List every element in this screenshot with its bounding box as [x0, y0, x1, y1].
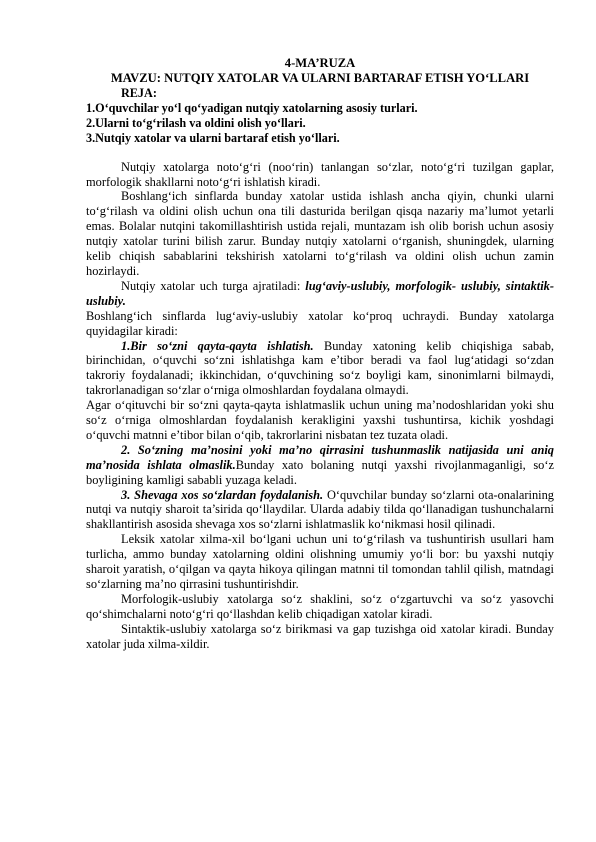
lecture-number: 4-MA’RUZA [284, 56, 356, 70]
repetition-text: Bunday xatoning kelib chiqishiga sabab, birinchidan, o‘quvchi so‘zni ishlatishga kam e’tibor beradi va faol lug‘atidagi so‘zdan takroriy foydalanadi; ikkinchidan, o‘quvchining so‘z boyligi kam, sinonimlarni bilmaydi, takrorlanadigan so‘zlar o‘rniga olmoshlardan foydalana olmaydi. [86, 338, 554, 398]
paragraph-syntactic: Sintaktik-uslubiy xatolarga so‘z birikmasi va gap tuzishga oid xatolar kiradi. Bunday xatolar juda xilma-xildir. [86, 621, 554, 651]
plan-item-2: 2.Ularni to‘g‘rilash va oldini olish yo‘llari. [86, 115, 306, 130]
paragraph-repetition [86, 339, 554, 399]
meaning-text: Bunday xato bolaning nutqi yaxshi rivojlanmaganligi, so‘z boyligining kamligi sababli yuzaga keladi. [86, 457, 554, 487]
dialect-text: O‘quvchilar bunday so‘zlarni ota-onalarining nutqi va nutqiy sharoit ta’sirida qo‘llaydilar. Ularda adabiy tilda qo‘llanadigan tushunchalarni shakllantirish asosida shevaga xos so‘zlarni ishlatmaslik ko‘nikmasi hosil qilinadi. [86, 487, 554, 532]
paragraph-difficulty: Boshlang‘ich sinflarda bunday xatolar ustida ishlash ancha qiyin, chunki ularni to‘g‘rilash va oldini olish uchun ona tili dasturida berilgan qisqa nazariy ma’lumot yetarli emas. Bolalar nutqini takomillashtirish ustida rejali, muntazam ish olib borish uchun asosiy nutqiy xatolar turini bilish zarur. Bunday nutqiy xatolarni o‘rganish, shuningdek, ularning kelib chiqish sabablarini tekshirish xatolarni to‘g‘rilash va oldini olish uchun zamin hozirlaydi. [86, 189, 554, 278]
lecture-topic: MAVZU: NUTQIY XATOLAR VA ULARNI BARTARAF ETISH YO‘LLARI [110, 71, 530, 85]
error-types-lead: Nutqiy xatolar uch turga ajratiladi: [121, 278, 306, 293]
error-types-list: lug‘aviy-uslubiy, morfologik- uslubiy, sintaktik-uslubiy. [86, 278, 554, 308]
plan-label: REJA: [121, 86, 157, 100]
spacer [86, 146, 554, 160]
plan-item-1: 1.O‘quvchilar yo‘l qo‘yadigan nutqiy xatolarning asosiy turlari. [86, 100, 418, 115]
meaning-heading: 2. So‘zning ma’nosini yoki ma’no qirrasini tushunmaslik natijasida uni aniq ma’nosida ishlata olmaslik. [86, 442, 554, 472]
paragraph-lexical-intro: Boshlang‘ich sinflarda lug‘aviy-uslubiy xatolar ko‘proq uchraydi. Bunday xatolarga quyidagilar kiradi: [86, 308, 554, 338]
paragraph-error-types [86, 279, 554, 309]
repetition-heading: 1.Bir so‘zni qayta-qayta ishlatish. [121, 338, 314, 353]
paragraph-teacher-advice: Agar o‘qituvchi bir so‘zni qayta-qayta ishlatmaslik uchun uning ma’nodoshlaridan yoki shu so‘z o‘rniga olmoshlardan foydalanish kerakligini yaxshi tushuntirsa, kichik yoshdagi o‘quvchi matnni e’tibor bilan o‘qib, takrorlarini nisbatan tez tuzata oladi. [86, 398, 554, 442]
paragraph-morphological: Morfologik-uslubiy xatolarga so‘z shaklini, so‘z o‘zgartuvchi va so‘z yasovchi qo‘shimchalarni noto‘g‘ri qo‘llashdan kelib chiqadigan xatolar kiradi. [86, 591, 554, 621]
dialect-heading: 3. Shevaga xos so‘zlardan foydalanish. [121, 487, 324, 502]
paragraph-lexical-fix: Leksik xatolar xilma-xil bo‘lgani uchun uni to‘g‘rilash va tushuntirish usullari ham turlicha, ammo bunday xatolarning oldini olishning umumiy yo‘li bor: bu yaxshi nutqiy sharoit yaratish, o‘qilgan va qayta hikoya qilingan matnni til tomondan tahlil qilish, matndagi so‘zlarning ma’no qirrasini tushuntirishdir. [86, 532, 554, 591]
paragraph-meaning [86, 443, 554, 488]
paragraph-dialect [86, 488, 554, 533]
document-page [86, 56, 554, 652]
plan-item-3: 3.Nutqiy xatolar va ularni bartaraf etish yo‘llari. [86, 130, 340, 145]
paragraph-definition: Nutqiy xatolarga noto‘g‘ri (noo‘rin) tanlangan so‘zlar, noto‘g‘ri tuzilgan gaplar, morfologik shakllarni noto‘g‘ri ishlatish kiradi. [86, 159, 554, 189]
